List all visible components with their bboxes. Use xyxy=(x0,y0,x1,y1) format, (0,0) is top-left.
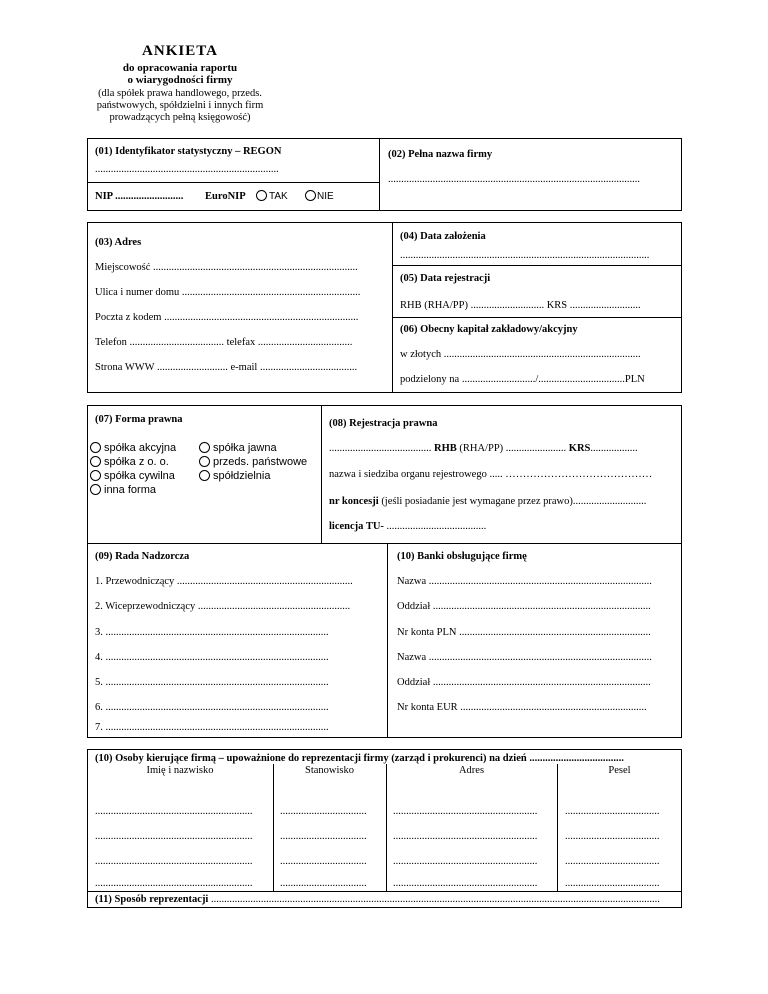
board-member-row[interactable]: 5. ..................................................................................... xyxy=(95,677,329,688)
legal-form-option: przeds. państwowe xyxy=(213,456,308,468)
form-note-3: prowadzących pełną księgowość) xyxy=(109,112,251,123)
euronip-nie-label: NIE xyxy=(317,191,334,202)
divider xyxy=(87,182,380,183)
table-cell[interactable]: .................................... xyxy=(565,806,660,817)
license-dots: ...................................... xyxy=(386,521,487,532)
divider xyxy=(87,543,682,544)
board-member-row[interactable]: 6. ..................................................................................... xyxy=(95,702,329,713)
board-member-row[interactable]: 4. ..................................................................................... xyxy=(95,652,329,663)
company-name-field[interactable]: ................................................................................................ xyxy=(388,174,640,185)
www-email-field[interactable]: Strona WWW ........................... e-mail ..................................... xyxy=(95,362,358,373)
table-cell[interactable]: ............................................................ xyxy=(95,856,253,867)
legal-form-radio[interactable] xyxy=(90,456,101,467)
table-cell[interactable]: ............................................................ xyxy=(95,878,253,889)
euronip-label: EuroNIP xyxy=(205,191,246,202)
divider xyxy=(387,543,388,738)
supervisory-board-label: (09) Rada Nadzorcza xyxy=(95,551,190,562)
street-field[interactable]: Ulica i numer domu .................................................................... xyxy=(95,287,361,298)
capital-split-field[interactable]: podzielony na ............................/.................................PLN xyxy=(400,374,645,385)
column-header-position: Stanowisko xyxy=(304,765,354,776)
registry-authority-field[interactable]: nazwa i siedziba organu rejestrowego ..... …………………………………… xyxy=(329,469,653,480)
legal-form-radio[interactable] xyxy=(199,456,210,467)
legal-form-option: spółdzielnia xyxy=(213,470,271,482)
divider xyxy=(87,891,682,892)
form-note-1: (dla spółek prawa handlowego, przeds. xyxy=(98,88,262,99)
nip-field[interactable]: NIP .......................... xyxy=(95,191,184,202)
representation-label: (11) Sposób reprezentacji xyxy=(95,894,209,905)
legal-form-option: spółka akcyjna xyxy=(104,442,177,454)
legal-form-option: inna forma xyxy=(104,484,156,496)
legal-form-radio[interactable] xyxy=(90,442,101,453)
form-subtitle-1: do opracowania raportu xyxy=(122,62,238,74)
board-member-row[interactable]: 2. Wiceprzewodniczący .......................................................... xyxy=(95,601,351,612)
board-member-row[interactable]: 1. Przewodniczący ................................................................... xyxy=(95,576,353,587)
divider xyxy=(273,764,274,891)
divider xyxy=(321,405,322,543)
legal-form-option: spółka cywilna xyxy=(104,470,175,482)
legal-form-radio[interactable] xyxy=(199,442,210,453)
euronip-tak-radio[interactable] xyxy=(256,190,267,201)
bank-field[interactable]: Nazwa ..................................................................................... xyxy=(397,652,652,663)
column-header-pesel: Pesel xyxy=(608,765,631,776)
license-field[interactable] xyxy=(329,521,486,533)
table-cell[interactable]: ............................................................ xyxy=(95,806,253,817)
management-label: (10) Osoby kierujące firmą – upoważnione do reprezentacji firmy (zarząd i prokurenci) na dzień .................................... xyxy=(95,753,624,764)
column-header-name: Imię i nazwisko xyxy=(146,765,214,776)
concession-field[interactable] xyxy=(329,496,646,508)
legal-form-label: (07) Forma prawna xyxy=(95,414,183,425)
euronip-nie-radio[interactable] xyxy=(305,190,316,201)
regon-field[interactable]: ...................................................................... xyxy=(95,164,279,175)
bank-field[interactable]: Nr konta PLN ......................................................................... xyxy=(397,627,651,638)
capital-label: (06) Obecny kapitał zakładowy/akcyjny xyxy=(400,324,578,335)
legal-form-option: spółka jawna xyxy=(213,442,277,454)
registration-date-label: (05) Data rejestracji xyxy=(400,273,491,284)
capital-pln-field[interactable]: w złotych ........................................................................... xyxy=(400,349,641,360)
concession-label: nr koncesji xyxy=(329,496,379,507)
rhb-krs-field[interactable] xyxy=(329,443,638,455)
legal-registration-label: (08) Rejestracja prawna xyxy=(329,418,438,429)
table-cell[interactable]: ................................. xyxy=(280,806,367,817)
legal-form-radio[interactable] xyxy=(90,470,101,481)
table-cell[interactable]: .................................... xyxy=(565,856,660,867)
divider xyxy=(392,317,682,318)
column-header-address: Adres xyxy=(458,765,485,776)
table-cell[interactable]: .................................... xyxy=(565,831,660,842)
regon-label: (01) Identyfikator statystyczny – REGON xyxy=(95,146,282,157)
phone-fax-field[interactable]: Telefon .................................... telefax .................................... xyxy=(95,337,353,348)
divider xyxy=(557,764,558,891)
form-subtitle-2: o wiarygodności firmy xyxy=(127,74,233,86)
rhb-dots: ....................................... xyxy=(329,443,432,454)
table-cell[interactable]: ....................................................... xyxy=(393,856,538,867)
board-member-row[interactable]: 7. ..................................................................................... xyxy=(95,722,329,733)
city-field[interactable]: Miejscowość .............................................................................. xyxy=(95,262,358,273)
divider xyxy=(386,764,387,891)
address-label: (03) Adres xyxy=(95,237,142,248)
postal-field[interactable]: Poczta z kodem .......................................................................... xyxy=(95,312,359,323)
legal-form-option: spółka z o. o. xyxy=(104,456,169,468)
table-cell[interactable]: ................................. xyxy=(280,878,367,889)
table-cell[interactable]: .................................... xyxy=(565,878,660,889)
form-title: ANKIETA xyxy=(142,43,218,59)
bank-field[interactable]: Nr konta EUR ....................................................................... xyxy=(397,702,647,713)
krs-dots: .................. xyxy=(590,443,638,454)
form-note-2: państwowych, spółdzielni i innych firm xyxy=(96,100,264,111)
table-cell[interactable]: ................................. xyxy=(280,831,367,842)
representation-field[interactable] xyxy=(95,894,680,906)
krs-label: KRS xyxy=(568,443,591,454)
table-cell[interactable]: ............................................................ xyxy=(95,831,253,842)
banks-label: (10) Banki obsługujące firmę xyxy=(397,551,527,562)
founding-date-label: (04) Data założenia xyxy=(400,231,486,242)
table-cell[interactable]: ....................................................... xyxy=(393,806,538,817)
divider xyxy=(379,138,380,211)
license-label: licencja TU- xyxy=(329,521,384,532)
legal-form-radio[interactable] xyxy=(199,470,210,481)
bank-field[interactable]: Nazwa ..................................................................................... xyxy=(397,576,652,587)
board-member-row[interactable]: 3. ..................................................................................... xyxy=(95,627,329,638)
registration-date-field[interactable]: RHB (RHA/PP) ............................ KRS ........................... xyxy=(400,300,641,311)
founding-date-field[interactable]: ............................................................................................... xyxy=(400,250,650,261)
company-name-label: (02) Pełna nazwa firmy xyxy=(388,149,493,160)
table-cell[interactable]: ................................. xyxy=(280,856,367,867)
bank-field[interactable]: Oddział ................................................................................... xyxy=(397,677,651,688)
table-cell[interactable]: ....................................................... xyxy=(393,878,538,889)
table-cell[interactable]: ....................................................... xyxy=(393,831,538,842)
rhb-dots: (RHA/PP) ....................... xyxy=(459,443,567,454)
divider xyxy=(392,222,393,393)
rhb-label: RHB xyxy=(434,443,457,454)
representation-dots: ........................................................................................................................................................................... xyxy=(210,894,660,905)
euronip-tak-label: TAK xyxy=(269,191,288,202)
legal-form-radio[interactable] xyxy=(90,484,101,495)
divider xyxy=(392,265,682,266)
bank-field[interactable]: Oddział ................................................................................... xyxy=(397,601,651,612)
concession-note: (jeśli posiadanie jest wymagane przez prawo)............................ xyxy=(381,496,647,507)
